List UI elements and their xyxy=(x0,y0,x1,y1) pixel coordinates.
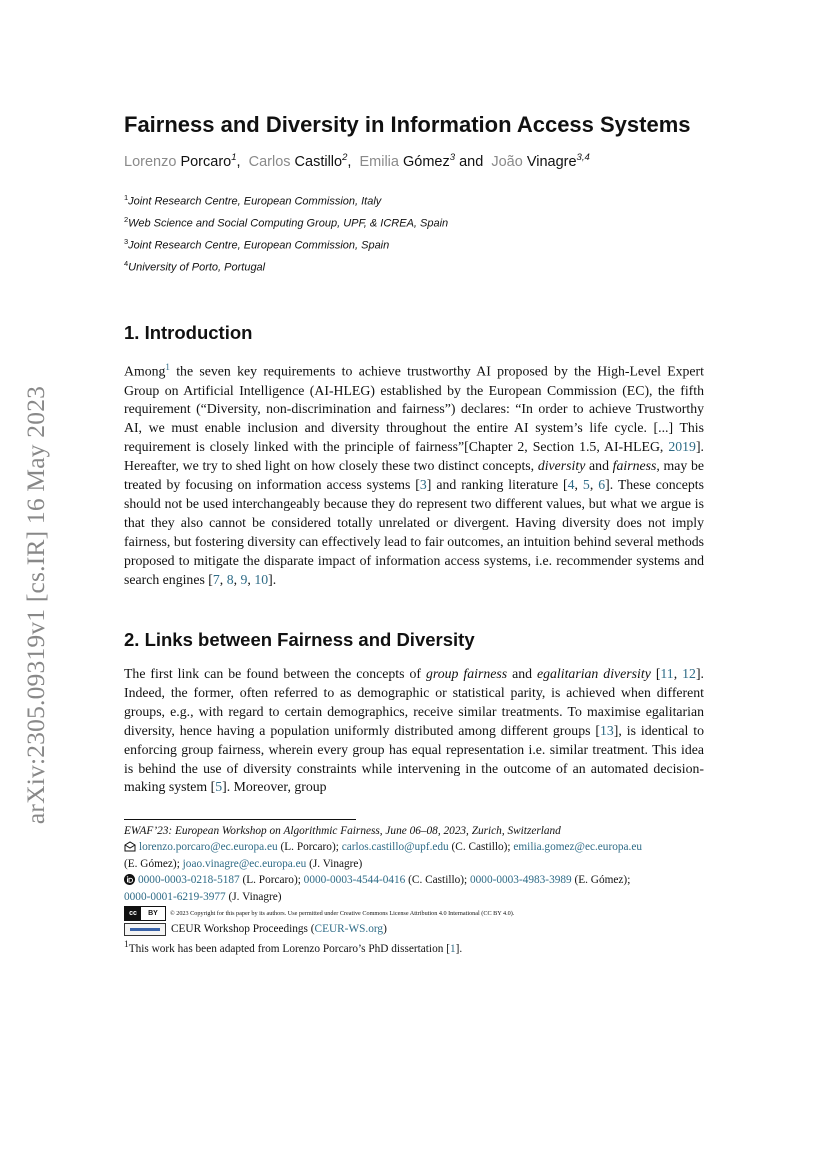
citation-link[interactable]: 12 xyxy=(682,666,696,681)
emphasis: fairness xyxy=(612,458,657,474)
citation-link[interactable]: 10 xyxy=(254,571,269,587)
citation-link[interactable]: 1 xyxy=(449,943,456,956)
license-line xyxy=(124,906,714,921)
author-last-name: Castillo xyxy=(294,153,343,170)
affiliation-mark: 4 xyxy=(124,258,129,268)
text-run: This work has been adapted from Lorenzo Porcaro’s PhD dissertation [ xyxy=(128,943,450,956)
citation-separator: , xyxy=(589,477,599,493)
author-first-name: João xyxy=(491,153,523,170)
citation-separator: , xyxy=(574,477,583,493)
cc-badge-left: cc xyxy=(125,907,141,920)
arxiv-stamp-text: arXiv:2305.09319v1 [cs.IR] 16 May 2023 xyxy=(21,385,50,825)
conference-text: EWAF’23: European Workshop on Algorithmic Fairness, June 06–08, 2023, Zurich, Switzerland xyxy=(124,825,561,837)
affiliation xyxy=(124,189,448,211)
emphasis: diversity xyxy=(537,458,586,474)
author-first-name: Emilia xyxy=(359,153,399,170)
orcid-link[interactable]: 0000-0003-4983-3989 xyxy=(470,874,572,887)
text-run: The first link can be found between the concepts of xyxy=(124,666,426,681)
section-heading-links: 2. Links between Fairness and Diversity xyxy=(124,629,475,650)
footnote-ref-link[interactable]: 1 xyxy=(165,362,170,372)
affiliation-mark: 3 xyxy=(124,236,129,246)
text-run: ]. xyxy=(268,571,277,587)
text-run: and xyxy=(585,458,613,474)
text-run: (E. Gómez); xyxy=(124,857,183,870)
arxiv-stamp xyxy=(8,360,64,850)
author-affiliation-mark: 3,4 xyxy=(576,152,590,163)
citation-link[interactable]: 8 xyxy=(226,571,234,587)
paper-title: Fairness and Diversity in Information Access Systems xyxy=(124,112,691,137)
affiliation-mark: 2 xyxy=(124,214,129,224)
author-affiliation-mark: 1 xyxy=(231,152,237,163)
text-run: (E. Gómez); xyxy=(571,874,631,887)
footnote-mark: 1 xyxy=(124,940,129,951)
citation-link[interactable]: 5 xyxy=(582,477,590,493)
text-run: and xyxy=(507,666,537,681)
citation-link[interactable]: 11 xyxy=(660,666,674,681)
affiliations xyxy=(124,189,448,276)
text-run: (L. Porcaro); xyxy=(239,874,304,887)
ceur-line xyxy=(124,921,714,937)
text-run: Among xyxy=(124,363,166,379)
orcid-link[interactable]: 0000-0003-0218-5187 xyxy=(138,874,240,887)
affiliation-mark: 1 xyxy=(124,193,129,202)
affiliation xyxy=(124,211,448,233)
citation-link[interactable]: 7 xyxy=(212,571,220,587)
cc-by-icon xyxy=(124,906,166,921)
author-affiliation-mark: 2 xyxy=(342,152,348,163)
email-link[interactable]: joao.vinagre@ec.europa.eu xyxy=(182,857,307,870)
text-run: , may be treated by focusing on information access systems [ xyxy=(124,458,704,493)
citation-link[interactable]: 4 xyxy=(567,477,575,493)
links-paragraph xyxy=(124,665,704,797)
citation-link[interactable]: 9 xyxy=(240,571,248,587)
author-separator: , xyxy=(236,153,241,170)
citation-link[interactable]: 5 xyxy=(215,779,223,795)
citation-separator: , xyxy=(247,571,255,587)
orcid-line-cont xyxy=(124,889,714,905)
email-link[interactable]: emilia.gomez@ec.europa.eu xyxy=(513,841,643,854)
author-separator: , xyxy=(347,153,352,170)
citation-link[interactable]: 2019 xyxy=(668,439,696,455)
author-last-name: Vinagre xyxy=(526,153,577,170)
affiliation xyxy=(124,255,448,277)
author-affiliation-mark: 3 xyxy=(449,152,456,163)
affiliation-text: Joint Research Centre, European Commission, Italy xyxy=(128,195,382,208)
footnote-1 xyxy=(124,937,714,957)
affiliation-text: Joint Research Centre, European Commission, Spain xyxy=(128,239,390,252)
citation-separator: , xyxy=(233,571,241,587)
emphasis: group fairness xyxy=(425,666,508,681)
text-run: (L. Porcaro); xyxy=(277,841,342,854)
text-run: CEUR Workshop Proceedings ( xyxy=(171,923,315,936)
orcid-icon xyxy=(124,874,135,885)
affiliation-text: University of Porto, Portugal xyxy=(128,261,266,274)
text-run: (J. Vinagre) xyxy=(306,857,363,870)
email-line xyxy=(124,839,714,855)
text-run: (C. Castillo); xyxy=(448,841,514,854)
affiliation-text: Web Science and Social Computing Group, UPF, & ICREA, Spain xyxy=(128,217,449,230)
ceur-logo-icon xyxy=(124,923,166,936)
text-run: the seven key requirements to achieve trustworthy AI proposed by the High-Level Expert Group on Artificial Intelligence (AI-HLEG) established by the European Commission (EC), the fifth requirement (“Diversity, non-discrimination and fairness”) declares: “In order to achieve Trustworthy AI, we must enable inclusion and diversity throughout the entire AI system’s life cycle. [...] This requirement is closely linked with the principle of fairness”[Chapter 2, Section 1.5, AI-HLEG, xyxy=(124,363,704,455)
orcid-link[interactable]: 0000-0001-6219-3977 xyxy=(124,890,226,903)
author-last-name: Gómez xyxy=(403,153,450,170)
section-heading-introduction: 1. Introduction xyxy=(124,322,253,343)
orcid-link[interactable]: 0000-0003-4544-0416 xyxy=(303,874,406,887)
text-run: ]. These concepts should not be used interchangeably because they do represent two different values, but what we argue is that they also cannot be considered totally unrelated or divergent. Having diversity does not imply fairness, but fostering diversity can effectively lead to fair outcomes, an intuition behind several methods proposed to mitigate the disparate impact of information access systems, i.e. recommender systems and search engines [ xyxy=(124,477,704,587)
text-run: ]. Indeed, the former, often referred to as demographic or statistical parity, is achieved when different groups, e.g., with regard to certain demographics, receive similar treatments. To maximise egalitarian diversity, hence having a population uniformly distributed among different groups [ xyxy=(124,666,704,738)
text-run: ], is identical to enforcing group fairness, wherein every group has equal representation i.e. similar treatment. This idea is behind the use of diversity constraints while intervening in the outcome of an automated decision-making system [ xyxy=(124,722,705,795)
text-run: ]. Moreover, group xyxy=(222,779,327,795)
envelope-icon xyxy=(124,841,136,852)
cc-badge-right: BY xyxy=(148,910,158,918)
text-run: (C. Castillo); xyxy=(405,874,470,887)
email-link[interactable]: lorenzo.porcaro@ec.europa.eu xyxy=(139,841,278,854)
citation-link[interactable]: 6 xyxy=(598,477,606,493)
citation-separator: , xyxy=(673,666,683,681)
ceur-link[interactable]: CEUR-WS.org xyxy=(314,923,384,936)
email-line-cont xyxy=(124,856,714,872)
text-run: ) xyxy=(383,923,387,936)
text-run: ]. xyxy=(455,943,463,956)
author-separator: and xyxy=(459,153,484,170)
citation-link[interactable]: 13 xyxy=(599,722,614,738)
email-link[interactable]: carlos.castillo@upf.edu xyxy=(341,841,449,854)
author-list xyxy=(124,152,590,170)
conference-note xyxy=(124,823,714,839)
footnote-rule xyxy=(124,819,356,820)
author-last-name: Porcaro xyxy=(180,153,232,170)
citation-link[interactable]: 3 xyxy=(419,477,427,493)
text-run: [ xyxy=(650,666,661,681)
footnotes xyxy=(124,823,714,958)
emphasis: egalitarian diversity xyxy=(537,666,651,681)
author-first-name: Carlos xyxy=(248,153,291,170)
orcid-line xyxy=(124,872,714,888)
author-first-name: Lorenzo xyxy=(124,153,177,170)
introduction-paragraph xyxy=(124,358,704,589)
citation-separator: , xyxy=(219,571,227,587)
text-run: (J. Vinagre) xyxy=(225,890,282,903)
text-run: ] and ranking literature [ xyxy=(426,477,568,493)
copyright-text: © 2023 Copyright for this paper by its authors. Use permitted under Creative Commons License Attribution 4.0 International (CC BY 4.0). xyxy=(170,910,515,918)
text-run: ]. Hereafter, we try to shed light on how closely these two distinct concepts, xyxy=(124,439,704,474)
affiliation xyxy=(124,233,448,255)
